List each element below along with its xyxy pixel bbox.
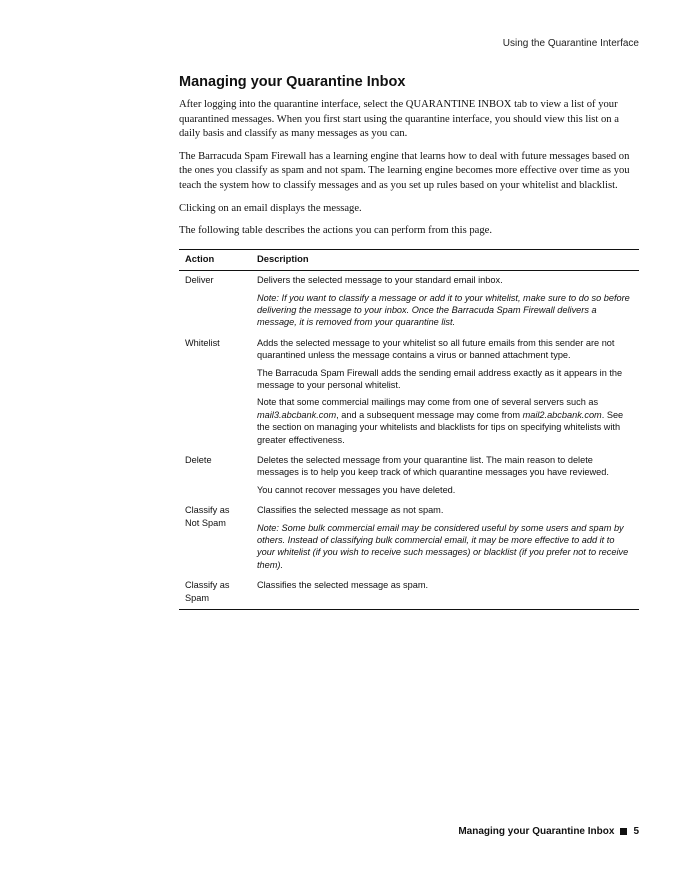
running-header: Using the Quarantine Interface bbox=[502, 38, 639, 49]
action-cell bbox=[179, 501, 251, 576]
column-header-action: Action bbox=[179, 249, 251, 270]
page-footer bbox=[458, 826, 639, 837]
actions-table bbox=[179, 249, 639, 610]
text-fragment: Note that some commercial mailings may come from one of several servers such as bbox=[257, 397, 599, 408]
action-label-line: Not Spam bbox=[185, 517, 226, 528]
table-header-row bbox=[179, 249, 639, 270]
description-text: Classifies the selected message as not spam. bbox=[257, 505, 444, 516]
server-name: mail3.abcbank.com bbox=[257, 409, 337, 420]
action-cell: Delete bbox=[185, 455, 212, 466]
server-name: mail2.abcbank.com bbox=[522, 409, 602, 420]
description-text: Classifies the selected message as spam. bbox=[257, 580, 429, 591]
table-row-delete bbox=[179, 451, 639, 501]
description-text: You cannot recover messages you have deleted. bbox=[257, 484, 456, 495]
table-row-classify-spam bbox=[179, 576, 639, 609]
description-text: The Barracuda Spam Firewall adds the sending email address exactly as it appears in the message to your personal whitelist. bbox=[257, 367, 623, 390]
description-cell bbox=[251, 271, 639, 334]
action-cell: Whitelist bbox=[185, 337, 220, 348]
action-cell bbox=[179, 576, 251, 609]
action-label-line: Spam bbox=[185, 592, 210, 603]
page-number: 5 bbox=[633, 826, 639, 837]
learning-engine-paragraph: The Barracuda Spam Firewall has a learning engine that learns how to deal with future messages based on the ones you classify as spam and not spam. The learning engine becomes more effective over time as you teach the system how to classify messages and as you set up rules based on your whitelist and blacklist. bbox=[179, 150, 630, 191]
action-label-line: Classify as bbox=[185, 580, 230, 591]
section-title: Managing your Quarantine Inbox bbox=[179, 74, 406, 90]
table-row-deliver bbox=[179, 271, 639, 334]
action-cell: Deliver bbox=[185, 275, 214, 286]
description-text: Deletes the selected message from your quarantine list. The main reason to delete messages is to help you keep track of which quarantine messages you have reviewed. bbox=[257, 455, 609, 478]
table-row-whitelist bbox=[179, 334, 639, 451]
main-content bbox=[179, 74, 639, 610]
description-text bbox=[257, 396, 633, 446]
text-fragment: , and a subsequent message may come from bbox=[336, 409, 523, 420]
description-cell bbox=[251, 501, 639, 576]
description-cell bbox=[251, 451, 639, 501]
square-bullet-icon bbox=[620, 828, 627, 835]
intro-paragraph: After logging into the quarantine interface, select the QUARANTINE INBOX tab to view a list of your quarantined messages. When you first start using the quarantine interface, you should view this list on a daily basis and classify as many messages as you can. bbox=[179, 99, 619, 140]
description-note: Note: If you want to classify a message or add it to your whitelist, make sure to do so before delivering the message to your inbox. Once the Barracuda Spam Firewall delivers a message, it is removed from your quarantine list. bbox=[257, 292, 630, 328]
description-text: Adds the selected message to your whitelist so all future emails from this sender are not quarantined unless the message contains a virus or banned attachment type. bbox=[257, 337, 615, 361]
table-intro-paragraph: The following table describes the actions you can perform from this page. bbox=[179, 225, 493, 237]
text-fragment: . See the section on managing your whitelists and blacklists for tips on specifying whitelists with greater effectiveness. bbox=[257, 409, 624, 445]
click-email-paragraph: Clicking on an email displays the message. bbox=[179, 202, 362, 214]
action-label-line: Classify as bbox=[185, 505, 230, 516]
column-header-description: Description bbox=[251, 249, 639, 270]
footer-title: Managing your Quarantine Inbox bbox=[458, 826, 615, 837]
description-text: Delivers the selected message to your standard email inbox. bbox=[257, 275, 503, 286]
description-cell bbox=[251, 334, 639, 451]
description-cell bbox=[251, 576, 639, 609]
description-note: Note: Some bulk commercial email may be considered useful by some users and spam by others. Instead of classifying bulk commercial email, it may be more effective to add it to your whitelist (if you wish to receive such messages) or blacklist (if you prefer not to receive them). bbox=[257, 522, 629, 570]
table-row-classify-not-spam bbox=[179, 501, 639, 576]
